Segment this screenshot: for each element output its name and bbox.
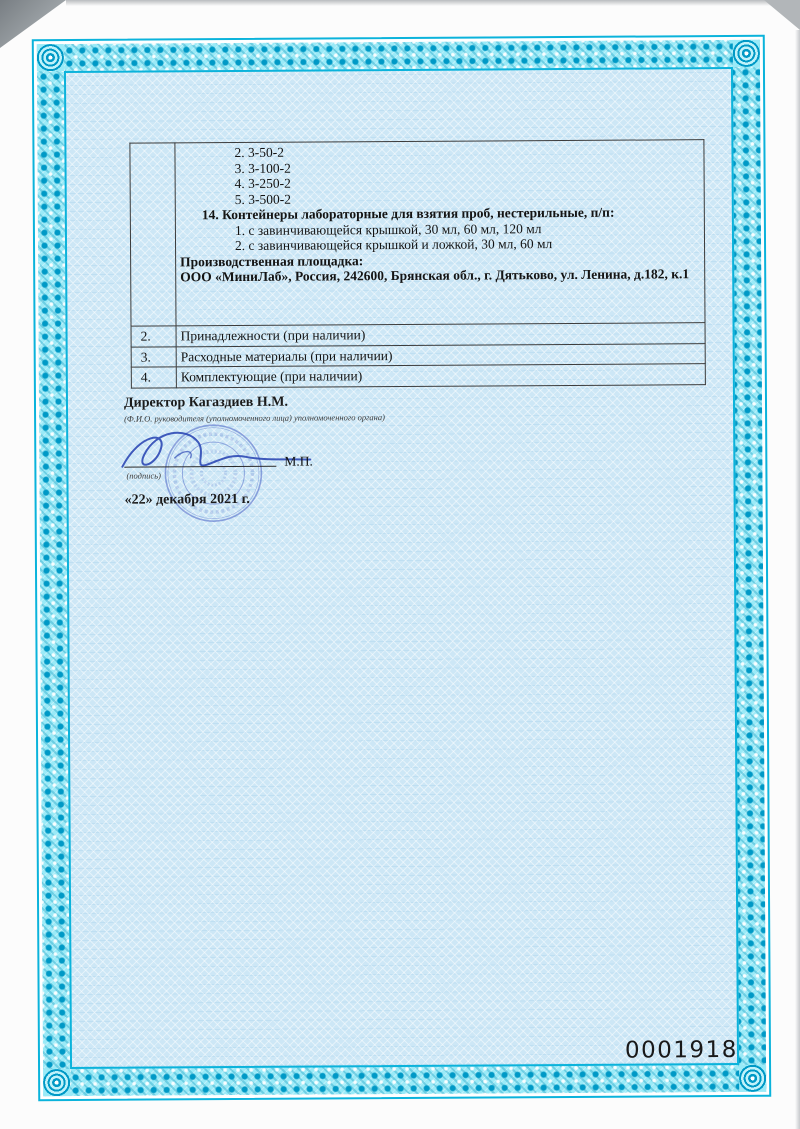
list-item: 5. 3-500-2: [234, 191, 292, 207]
scan-edge-shadow-top: [66, 0, 800, 6]
list-item: 4. 3-250-2: [234, 175, 291, 192]
list-item: 2. с завинчивающейся крышкой и ложкой, 30 мл, 60 мл: [234, 236, 553, 254]
items-table: [129, 139, 705, 388]
border-rosette-icon: [37, 44, 64, 71]
certificate-content: [66, 69, 737, 1067]
list-item: 3. 3-100-2: [234, 160, 291, 176]
row-label-cell: Принадлежности (при наличии): [176, 323, 705, 347]
table-row: [131, 364, 705, 388]
row-number-cell: [130, 143, 176, 326]
main-row-body: [175, 140, 705, 326]
scan-edge-shadow-right: [795, 30, 800, 1129]
table-row-main: [130, 140, 705, 327]
list-item: 2. 3-50-2: [234, 144, 285, 161]
signature-caption: (подпись): [126, 470, 161, 481]
director-name-line: Директор Кагаздиев Н.М.: [123, 394, 288, 411]
signature-line: [124, 450, 276, 468]
production-site-value: ООО «МиниЛаб», Россия, 242600, Брянская обл., г. Дятьково, ул. Ленина, д.182, к.1: [180, 266, 690, 285]
row-label-cell: Комплектующие (при наличии): [176, 364, 705, 388]
row-number-cell: 2.: [131, 326, 176, 347]
row-number-cell: 4.: [131, 367, 176, 388]
border-rosette-icon: [43, 1069, 70, 1096]
border-rosette-icon: [733, 40, 760, 67]
list-item: 1. с завинчивающейся крышкой, 30 мл, 60 мл, 120 мл: [234, 220, 542, 238]
border-rosette-icon: [739, 1065, 766, 1092]
item14-title: 14. Контейнеры лабораторные для взятия проб, нестерильные, п/п:: [201, 204, 615, 223]
row-number-cell: 3.: [131, 346, 176, 367]
row-label-cell: Расходные материалы (при наличии): [176, 343, 705, 367]
mp-label: М.П.: [284, 453, 313, 469]
serial-number: 0001918: [624, 1036, 738, 1064]
ornamental-border-frame: [32, 35, 771, 1101]
date-line: «22» декабря 2021 г.: [124, 491, 250, 508]
scan-corner-shadow-right: [764, 0, 800, 30]
production-site-label: Производственная площадка:: [180, 252, 364, 269]
director-caption: (Ф.И.О. руководителя (уполномоченного лица) уполномоченного органа): [124, 412, 385, 424]
